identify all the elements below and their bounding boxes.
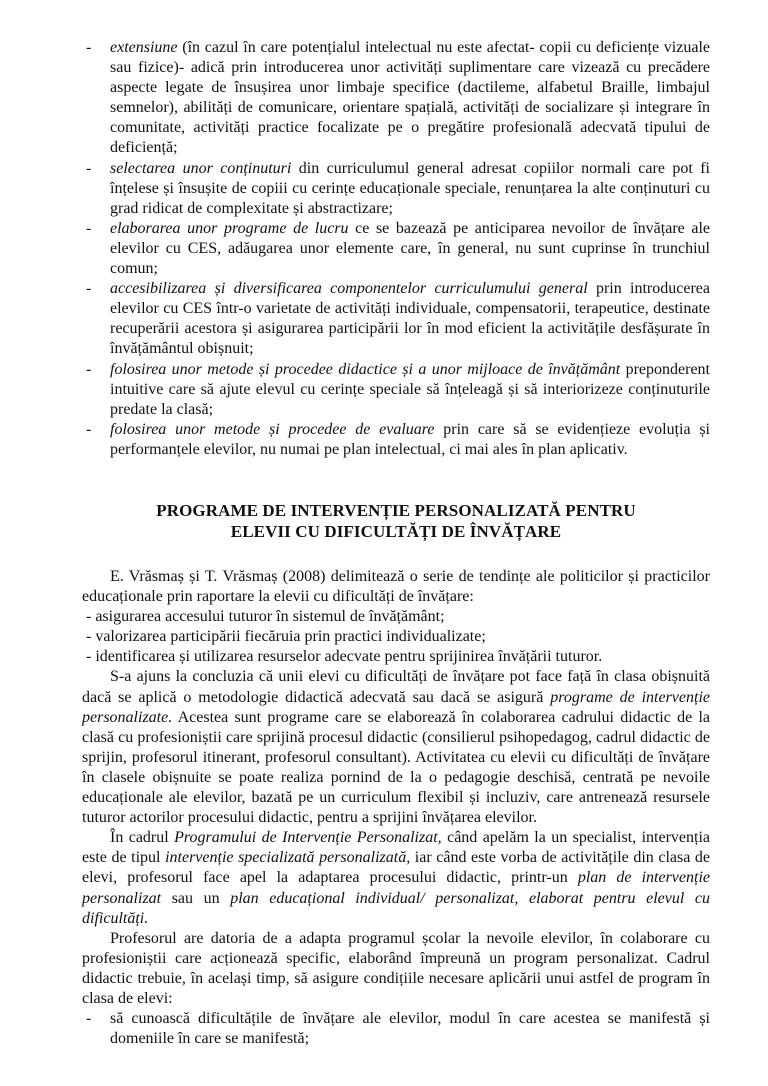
paragraph — [82, 828, 710, 928]
list-item — [82, 159, 710, 219]
paragraph-text: sau un — [161, 889, 231, 907]
paragraph-text: Acestea sunt programe care se elaborează în colaborarea cadrului didactic de la clasă cu profesioniștii care sprijină procesul didactic (consilierul psihopedagog, cadrul didactic de sprijin, profesorul itinerant, profesorul consultant). Activitatea cu elevii cu dificultăți de învățare în clasele obișnuite se poate realiza pornind de la o pedagogie deschisă, centrată pe nevoile educaționale ale elevilor, bazată pe un curriculum flexibil și incluziv, care antrenează resursele tuturor actorilor procesului didactic, pentru a sprijini învățarea elevilor. — [82, 708, 710, 827]
section-body — [82, 567, 710, 1049]
bullet-text: preponderent intuitive care să ajute elevul cu cerințe speciale să înțeleagă și să interiorizeze conținuturile predate la clasă; — [110, 360, 710, 418]
section-title-line: PROGRAME DE INTERVENȚIE PERSONALIZATĂ PENTRU — [156, 501, 636, 520]
paragraph-text: S-a ajuns la concluzia că unii elevi cu dificultăți de învățare pot face față în clasa obișnuită dacă se aplică o metodologie didactică adecvată sau dacă se asigură — [82, 668, 710, 706]
bullet-dash: - — [86, 219, 92, 237]
list-item — [82, 279, 710, 359]
bullet-dash: - — [86, 39, 92, 56]
bullet-dash: - — [86, 360, 92, 378]
bullet-lead: extensiune — [110, 39, 178, 56]
paragraph: Profesorul are datoria de a adapta programul școlar la nevoile elevilor, în colaborare cu profesioniștii care acționează specific, elaborând împreună un program personalizat. Cadrul didactic trebuie, în același timp, să asigure condițiile necesare aplicării unui astfel de program în clasa de elevi: — [82, 929, 710, 1007]
bullet-text: prin introducerea elevilor cu CES într-o varietate de activități individuale, compensatorii, terapeutice, destinate recuperării acestora și asigurarea participării lor în mod eficient la activitățile desfășurate în învățământul obișnuit; — [110, 280, 710, 358]
paragraph-text: În cadrul — [110, 829, 175, 847]
paragraph-text: iar când este vorba de activitățile din clasa de elevi, profesorul face apel la adaptarea procesului didactic, printr-un — [82, 849, 711, 887]
list-item: - asigurarea accesului tuturor în sistemul de învățământ; — [86, 608, 445, 626]
italic-term: plan de intervenție personalizat — [82, 869, 710, 907]
bullet-lead: selectarea unor conținuturi — [110, 159, 292, 177]
bullet-lead: accesibilizarea și diversificarea componentelor curriculumului general — [110, 280, 588, 298]
bullet-text: din curriculumul general adresat copiilor normali care pot fi înțelese și însușite de copiii cu cerințe educaționale speciale, renunțarea la alte conținuturi cu grad ridicat de complexitate și abstractizare; — [110, 159, 710, 217]
list-item — [82, 38, 710, 159]
italic-term: programe de intervenție personalizate. — [82, 688, 711, 726]
bullet-text: prin care să se evidențieze evoluția și performanțele elevilor, nu numai pe plan intelectual, ci mai ales în plan aplicativ. — [110, 420, 710, 458]
italic-term: Programului de Intervenție Personalizat, — [174, 829, 442, 847]
list-item: - valorizarea participării fiecăruia prin practici individualizate; — [86, 628, 486, 646]
bullet-text: să cunoască dificultățile de învățare ale elevilor, modul în care acestea se manifestă și domeniile în care se manifestă; — [110, 1010, 710, 1048]
paragraph-text: când apelăm la un specialist, intervenția este de tipul — [82, 829, 710, 867]
bullet-text: (în cazul în care potențialul intelectual nu este afectat- copii cu deficiențe vizuale sau fizice)- adică prin introducerea unor activități suplimentare care vizează cu precădere aspecte legate de însușirea unor limbaje specifice (dactileme, alfabetul Braille, limbajul semnelor), abilități de comunicare, orientare spațială, activități de socializare și integrare în comunitate, activități practice focalizate pe o pregătire profesională adecvată tipului de deficiență; — [110, 39, 710, 157]
bullet-dash: - — [86, 159, 92, 177]
list-item — [82, 219, 710, 279]
adaptation-bullet-list — [82, 38, 710, 460]
paragraph — [82, 667, 710, 828]
conditions-bullet-list — [82, 1009, 710, 1049]
bullet-lead: folosirea unor metode și procedee de evaluare — [110, 420, 435, 438]
list-item: - identificarea și utilizarea resurselor adecvate pentru sprijinirea învățării tuturor. — [86, 648, 603, 666]
list-item — [82, 360, 710, 420]
section-title — [82, 500, 710, 542]
bullet-dash: - — [86, 420, 92, 438]
bullet-dash: - — [86, 1010, 92, 1028]
bullet-text: ce se bazează pe anticiparea nevoilor de învățare ale elevilor cu CES, adăugarea unor elemente care, în general, nu sunt cuprinse în trunchiul comun; — [110, 219, 710, 278]
bullet-lead: elaborarea unor programe de lucru — [110, 219, 349, 237]
paragraph: E. Vrăsmaș și T. Vrăsmaș (2008) delimitează o serie de tendințe ale politicilor și practicilor educaționale prin raportare la elevii cu dificultăți de învățare: — [82, 568, 710, 606]
bullet-dash: - — [86, 280, 92, 298]
bullet-lead: folosirea unor metode și procedee didactice și a unor mijloace de învățământ — [110, 360, 621, 378]
italic-term: intervenție specializată personalizată, — [165, 849, 411, 867]
italic-term: plan educațional individual/ personalizat, elaborat pentru elevul cu dificultăți. — [82, 889, 711, 927]
list-item — [82, 1009, 710, 1049]
section-title-line: ELEVII CU DIFICULTĂȚI DE ÎNVĂȚARE — [230, 522, 562, 541]
list-item — [82, 420, 710, 460]
